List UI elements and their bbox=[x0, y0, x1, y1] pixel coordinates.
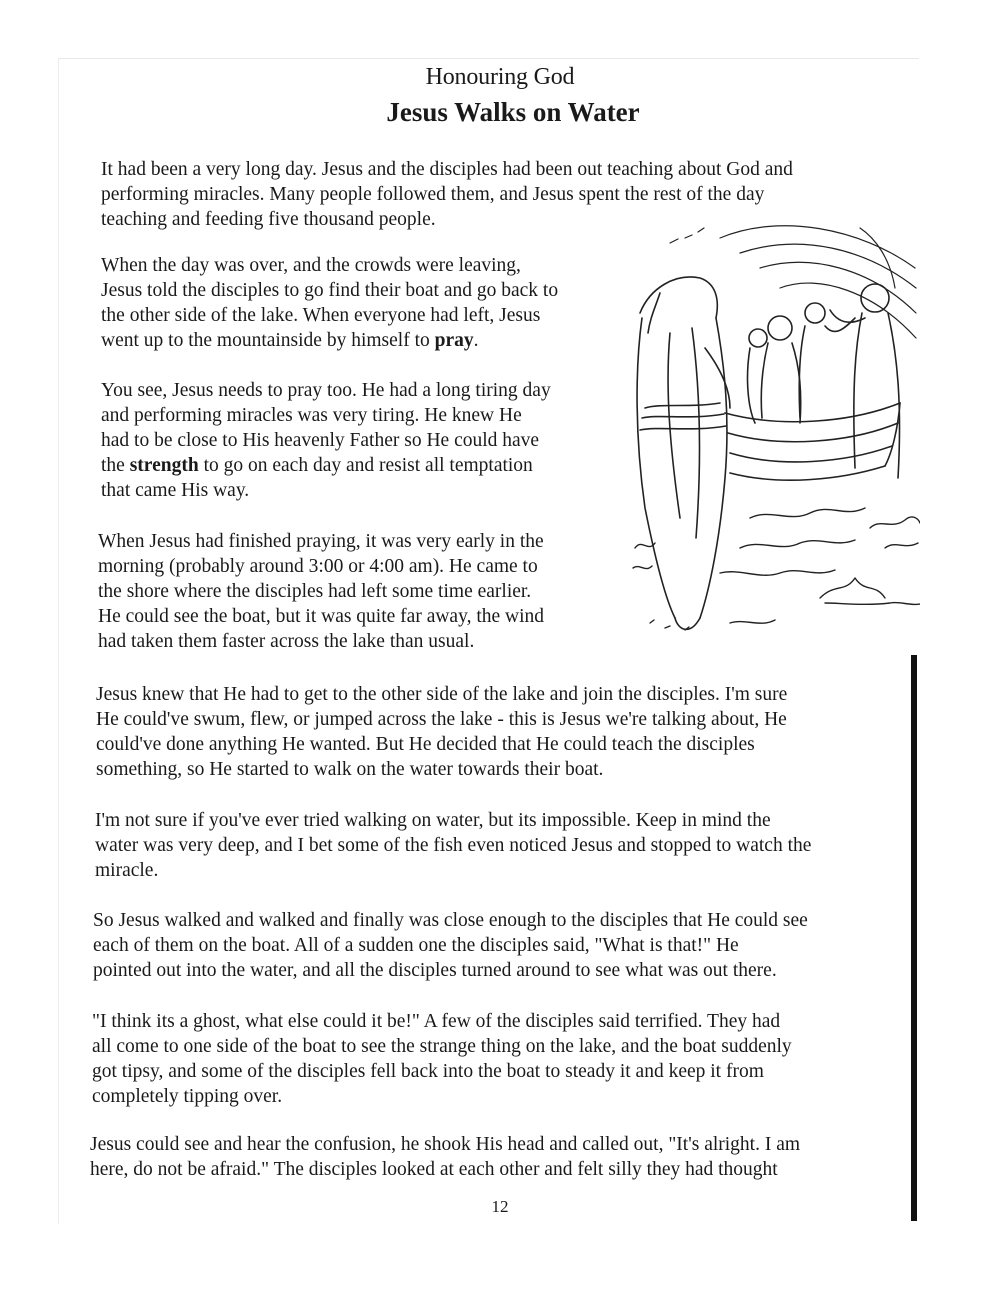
text-line: something, so He started to walk on the water towards their boat. bbox=[96, 759, 604, 780]
paragraph-3 bbox=[101, 378, 551, 503]
text-run: went up to the mountainside by himself to bbox=[101, 330, 435, 351]
bold-word-strength: strength bbox=[129, 455, 199, 476]
text-line: here, do not be afraid." The disciples looked at each other and felt silly they had thought bbox=[90, 1159, 778, 1180]
text-line: "I think its a ghost, what else could it be!" A few of the disciples said terrified. They had bbox=[92, 1011, 781, 1032]
page-number: 12 bbox=[491, 1197, 509, 1216]
lesson-subtitle: Honouring God bbox=[425, 64, 575, 90]
text-line: had taken them faster across the lake than usual. bbox=[98, 631, 475, 652]
text-line: got tipsy, and some of the disciples fell back into the boat to steady it and keep it from bbox=[92, 1061, 764, 1082]
text-line: pointed out into the water, and all the disciples turned around to see what was out there. bbox=[93, 960, 777, 981]
jesus-figure bbox=[637, 277, 730, 629]
text-line: completely tipping over. bbox=[92, 1086, 283, 1107]
text-line: teaching and feeding five thousand people. bbox=[101, 209, 436, 230]
disciples-figures bbox=[748, 284, 900, 478]
text-line: It had been a very long day. Jesus and the disciples had been out teaching about God and bbox=[101, 159, 793, 180]
paragraph-7 bbox=[93, 908, 808, 983]
paragraph-9 bbox=[90, 1132, 800, 1182]
paragraph-2 bbox=[101, 253, 558, 353]
text-line: could've done anything He wanted. But He decided that He could teach the disciples bbox=[96, 734, 755, 755]
jesus-walking-on-water-illustration bbox=[630, 218, 920, 648]
text-line: So Jesus walked and walked and finally was close enough to the disciples that He could see bbox=[93, 910, 808, 931]
text-line: When Jesus had finished praying, it was very early in the bbox=[98, 531, 544, 552]
text-line: the other side of the lake. When everyone had left, Jesus bbox=[101, 305, 541, 326]
text-line: all come to one side of the boat to see the strange thing on the lake, and the boat suddenly bbox=[92, 1036, 792, 1057]
text-line: had to be close to His heavenly Father so He could have bbox=[101, 430, 540, 451]
story-title: Jesus Walks on Water bbox=[386, 97, 640, 127]
paragraph-6 bbox=[95, 808, 811, 883]
paragraph-4 bbox=[98, 529, 544, 654]
text-line: water was very deep, and I bet some of the fish even noticed Jesus and stopped to watch the bbox=[95, 835, 812, 856]
text-line: miracle. bbox=[95, 860, 159, 881]
text-line: I'm not sure if you've ever tried walking on water, but its impossible. Keep in mind the bbox=[95, 810, 771, 831]
text-line: He could see the boat, but it was quite far away, the wind bbox=[98, 606, 545, 627]
text-line: You see, Jesus needs to pray too. He had a long tiring day bbox=[101, 380, 551, 401]
text-line: Jesus could see and hear the confusion, he shook His head and called out, "It's alright. I am bbox=[90, 1134, 801, 1155]
paragraph-8 bbox=[92, 1009, 792, 1109]
text-line: and performing miracles was very tiring. He knew He bbox=[101, 405, 522, 426]
bold-word-pray: pray bbox=[434, 330, 474, 351]
text-run: . bbox=[473, 330, 479, 351]
text-line: performing miracles. Many people followed them, and Jesus spent the rest of the day bbox=[101, 184, 765, 205]
text-line: that came His way. bbox=[101, 480, 250, 501]
text-run: the bbox=[101, 455, 130, 476]
text-line: each of them on the boat. All of a sudden one the disciples said, "What is that!" He bbox=[93, 935, 739, 956]
paragraph-5 bbox=[96, 682, 787, 782]
text-line bbox=[101, 453, 551, 478]
text-line: morning (probably around 3:00 or 4:00 am). He came to bbox=[98, 556, 538, 577]
text-line: When the day was over, and the crowds were leaving, bbox=[101, 255, 521, 276]
text-line: Jesus knew that He had to get to the other side of the lake and join the disciples. I'm sure bbox=[96, 684, 788, 705]
text-line: Jesus told the disciples to go find their boat and go back to bbox=[101, 280, 559, 301]
text-line: the shore where the disciples had left some time earlier. bbox=[98, 581, 532, 602]
text-line: He could've swum, flew, or jumped across the lake - this is Jesus we're talking about, He bbox=[96, 709, 787, 730]
text-run: to go on each day and resist all temptation bbox=[198, 455, 533, 476]
scan-edge-shadow bbox=[911, 655, 917, 1221]
text-line bbox=[101, 328, 558, 353]
sea-waves bbox=[633, 508, 920, 630]
